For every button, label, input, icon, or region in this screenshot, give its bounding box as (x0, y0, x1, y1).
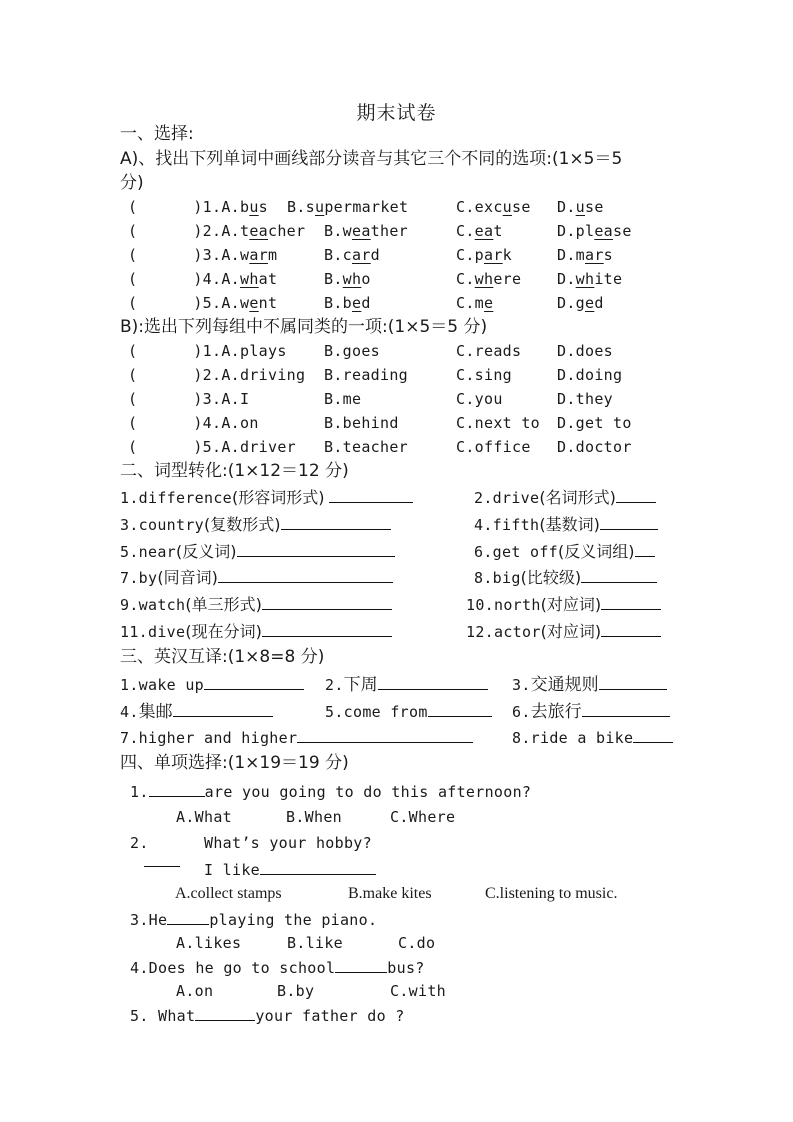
answer-blank[interactable] (262, 593, 392, 610)
word-form-item: 8.big(比较级) (474, 566, 657, 589)
q1-option-a: A.What (176, 808, 232, 826)
word-form-item: 10.north(对应词) (466, 593, 661, 616)
q3-option-a: A.likes (176, 934, 242, 952)
answer-paren[interactable]: ( ) (128, 246, 203, 264)
translation-item: 8.ride a bike (512, 726, 673, 749)
page-title: 期末试卷 (356, 102, 437, 124)
answer-paren[interactable]: ( ) (128, 342, 203, 360)
option-c: C.me (456, 294, 494, 312)
q4-option-c: C.with (390, 982, 446, 1000)
answer-blank[interactable] (599, 673, 667, 690)
answer-blank[interactable] (633, 726, 673, 743)
part-a-row: ( )3.A.warm (128, 246, 278, 264)
option-b: B.reading (324, 366, 408, 384)
word-form-item: 1.difference(形容词形式) (120, 486, 413, 509)
translation-item: 2.下周 (325, 673, 488, 696)
answer-blank[interactable] (329, 486, 413, 503)
part-b-row: ( )4.A.on (128, 414, 259, 432)
word-form-item: 5.near(反义词) (120, 540, 395, 563)
answer-paren[interactable]: ( ) (128, 438, 203, 456)
option-b: B.goes (324, 342, 380, 360)
answer-blank[interactable] (195, 1004, 255, 1021)
answer-blank[interactable] (262, 620, 392, 637)
answer-paren[interactable]: ( ) (128, 366, 203, 384)
option-b: B.card (324, 246, 381, 264)
word-form-item: 4.fifth(基数词) (474, 513, 658, 536)
option-b: B.teacher (324, 438, 408, 456)
question-2-line2: I like (204, 858, 376, 881)
translation-item: 5.come from (325, 700, 492, 723)
part-b-row: ( )2.A.driving (128, 366, 306, 384)
section-1-heading: 一、选择: (120, 124, 194, 144)
option-d: D.does (557, 342, 613, 360)
option-d: D.mars (557, 246, 614, 264)
section-4-heading: 四、单项选择:(1×19＝19 分) (120, 753, 349, 773)
option-d: D.please (557, 222, 632, 240)
word-form-item: 12.actor(对应词) (466, 620, 661, 643)
translation-item: 7.higher and higher (120, 726, 473, 749)
option-d: D.doctor (557, 438, 632, 456)
option-d: D.get to (557, 414, 632, 432)
option-c: C.sing (456, 366, 512, 384)
answer-blank[interactable] (616, 486, 656, 503)
q3-option-b: B.like (287, 934, 343, 952)
part-b-row: ( )5.A.driver (128, 438, 296, 456)
answer-paren[interactable]: ( ) (128, 294, 203, 312)
option-b: B.behind (324, 414, 399, 432)
answer-blank[interactable] (204, 673, 304, 690)
option-b: B.bed (324, 294, 371, 312)
option-b: B.who (324, 270, 371, 288)
option-a: A.what (221, 270, 278, 288)
question-3: 3.He playing the piano. (130, 908, 377, 931)
option-d: D.white (557, 270, 623, 288)
part-a-row: ( )1.A.bus (128, 198, 269, 216)
answer-blank[interactable] (601, 593, 661, 610)
answer-blank[interactable] (601, 620, 661, 637)
answer-blank[interactable] (297, 726, 473, 743)
section-3-heading: 三、英汉互译:(1×8=8 分) (120, 647, 325, 667)
q2-option-c: C.listening to music. (485, 885, 618, 902)
option-b: B.weather (324, 222, 408, 240)
translation-item: 3.交通规则 (512, 673, 667, 696)
answer-blank[interactable] (281, 513, 391, 530)
question-4: 4.Does he go to school bus? (130, 956, 425, 979)
q1-option-c: C.Where (390, 808, 456, 826)
answer-paren[interactable]: ( ) (128, 270, 203, 288)
option-c: C.park (456, 246, 513, 264)
translation-item: 1.wake up (120, 673, 304, 696)
option-b: B.supermarket (287, 198, 409, 216)
answer-paren[interactable]: ( ) (128, 414, 203, 432)
option-a: A.went (221, 294, 278, 312)
part-b-row: ( )1.A.plays (128, 342, 287, 360)
word-form-item: 9.watch(单三形式) (120, 593, 392, 616)
answer-blank[interactable] (237, 540, 395, 557)
answer-blank[interactable] (173, 700, 273, 717)
q4-option-a: A.on (176, 982, 214, 1000)
option-c: C.office (456, 438, 531, 456)
question-2-line1: What’s your hobby? (204, 834, 372, 852)
answer-blank[interactable] (218, 566, 393, 583)
option-a: A.teacher (221, 222, 306, 240)
option-a: A.bus (221, 198, 269, 216)
question-2-num: 2. (130, 834, 149, 852)
option-c: C.where (456, 270, 522, 288)
answer-paren[interactable]: ( ) (128, 390, 203, 408)
answer-blank[interactable] (428, 700, 492, 717)
option-c: C.excuse (456, 198, 531, 216)
q4-option-b: B.by (277, 982, 315, 1000)
translation-item: 4.集邮 (120, 700, 273, 723)
q2-option-b: B.make kites (348, 885, 432, 902)
translation-item: 6.去旅行 (512, 700, 670, 723)
part-b-row: ( )3.A.I (128, 390, 250, 408)
answer-blank[interactable] (335, 956, 387, 973)
answer-paren[interactable]: ( ) (128, 198, 203, 216)
word-form-item: 7.by(同音词) (120, 566, 393, 589)
answer-blank[interactable] (582, 700, 670, 717)
answer-blank[interactable] (378, 673, 488, 690)
q2-option-a: A.collect stamps (175, 885, 282, 902)
part-a-row: ( )2.A.teacher (128, 222, 306, 240)
part-a-heading: A)、找出下列单词中画线部分读音与其它三个不同的选项:(1×5＝5 (120, 149, 623, 169)
part-b-heading: B):选出下列每组中不属同类的一项:(1×5＝5 分) (120, 317, 488, 337)
word-form-item: 11.dive(现在分词) (120, 620, 392, 643)
section-2-heading: 二、词型转化:(1×12＝12 分) (120, 461, 349, 481)
question-5: 5. What your father do ? (130, 1004, 405, 1027)
option-d: D.use (557, 198, 604, 216)
option-d: D.ged (557, 294, 604, 312)
part-a-heading-cont: 分) (120, 173, 144, 193)
word-form-item: 2.drive(名词形式) (474, 486, 656, 509)
dash-mark (144, 866, 180, 867)
option-b: B.me (324, 390, 362, 408)
option-c: C.reads (456, 342, 522, 360)
option-a: A.warm (221, 246, 278, 264)
answer-blank[interactable] (260, 858, 376, 875)
q3-option-c: C.do (398, 934, 436, 952)
answer-blank[interactable] (581, 566, 657, 583)
q1-option-b: B.When (286, 808, 342, 826)
option-d: D.they (557, 390, 613, 408)
option-c: C.eat (456, 222, 503, 240)
question-1: 1. are you going to do this afternoon? (130, 780, 531, 803)
word-form-item: 3.country(复数形式) (120, 513, 391, 536)
option-c: C.you (456, 390, 503, 408)
answer-blank[interactable] (167, 908, 209, 925)
option-d: D.doing (557, 366, 623, 384)
word-form-item: 6.get off(反义词组) (474, 540, 655, 563)
answer-blank[interactable] (149, 780, 205, 797)
answer-blank[interactable] (600, 513, 658, 530)
option-c: C.next to (456, 414, 540, 432)
answer-blank[interactable] (635, 540, 655, 557)
part-a-row: ( )5.A.went (128, 294, 278, 312)
answer-paren[interactable]: ( ) (128, 222, 203, 240)
part-a-row: ( )4.A.what (128, 270, 278, 288)
